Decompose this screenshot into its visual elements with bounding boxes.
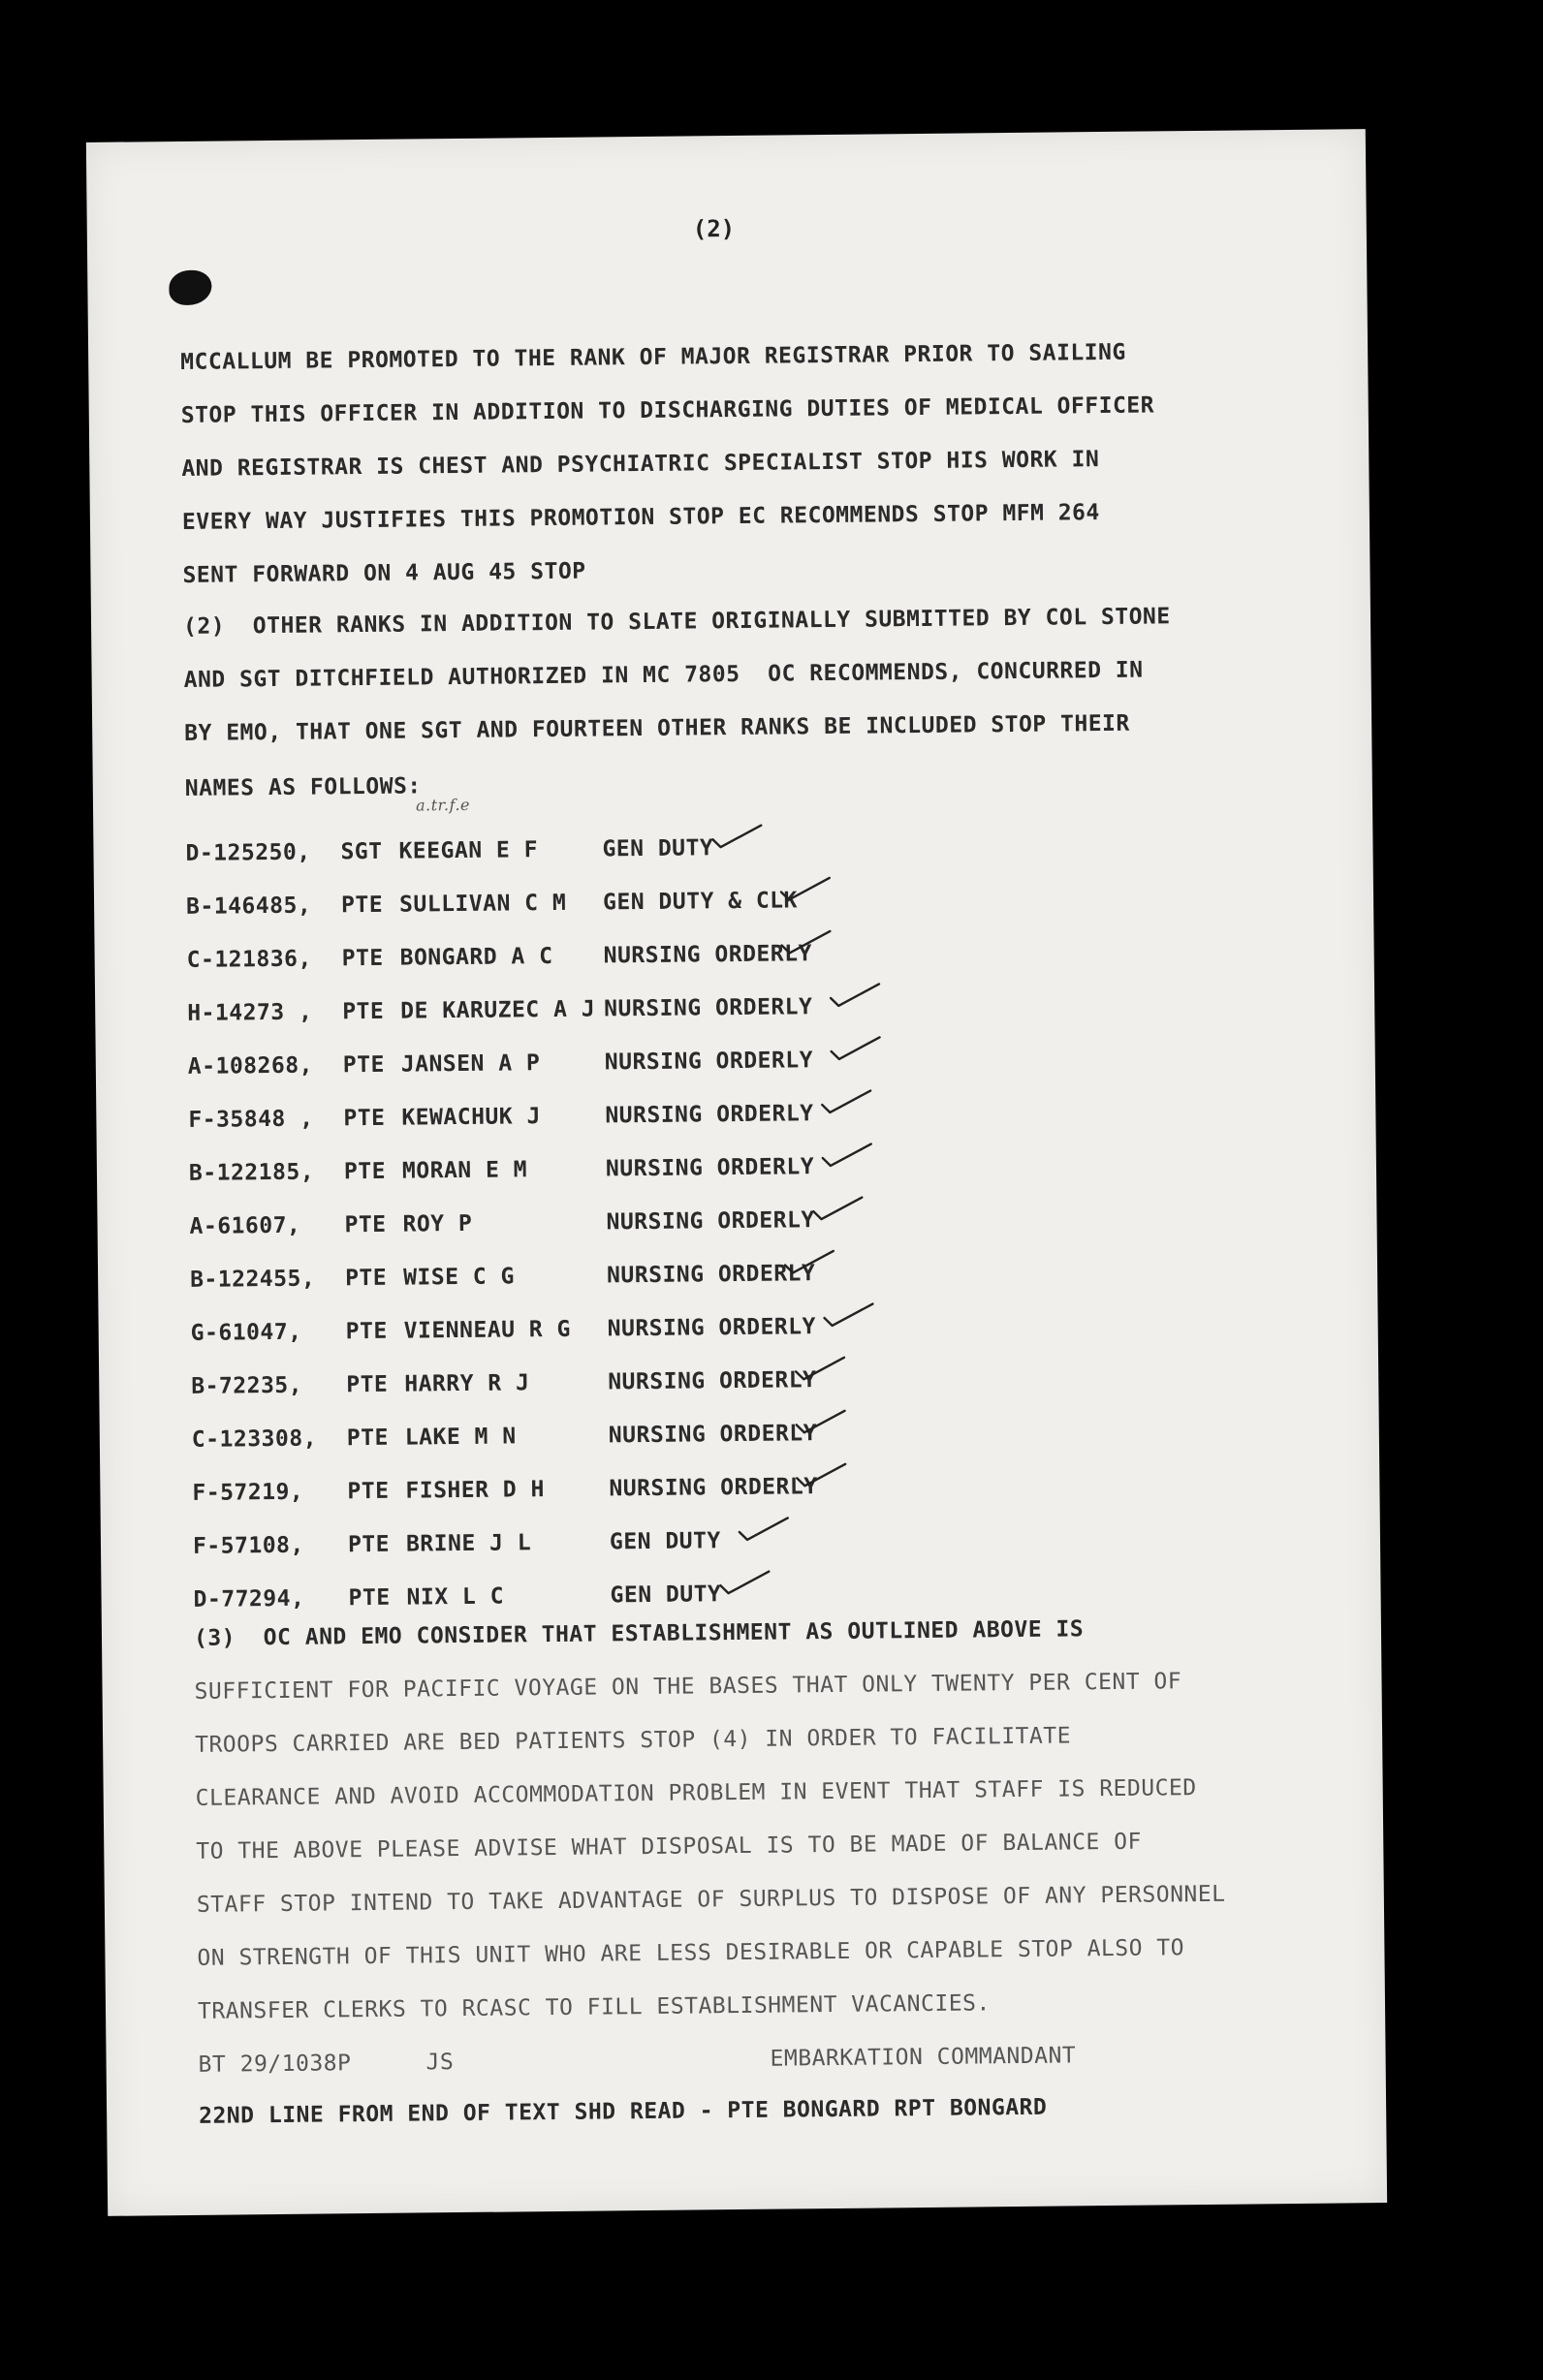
rank: PTE bbox=[347, 1531, 391, 1558]
rank: PTE bbox=[343, 1158, 387, 1185]
document-page bbox=[86, 129, 1387, 2216]
rank: PTE bbox=[345, 1318, 388, 1345]
service-number: D-125250, bbox=[185, 839, 311, 866]
service-number: G-61047, bbox=[190, 1319, 302, 1346]
paragraph-3-line: STAFF STOP INTEND TO TAKE ADVANTAGE OF SURPLUS TO DISPOSE OF ANY PERSONNEL bbox=[196, 1881, 1226, 1918]
roster-row bbox=[187, 994, 812, 1026]
service-number: B-146485, bbox=[185, 892, 312, 920]
intro-line: AND REGISTRAR IS CHEST AND PSYCHIATRIC SPECIALIST STOP HIS WORK IN bbox=[181, 447, 1100, 482]
roster-row bbox=[192, 1421, 817, 1453]
checkmark-icon bbox=[827, 980, 883, 1010]
checkmark-icon bbox=[818, 1087, 874, 1117]
duty: NURSING ORDERLY bbox=[603, 941, 812, 969]
duty: NURSING ORDERLY bbox=[604, 994, 813, 1022]
intro-line: STOP THIS OFFICER IN ADDITION TO DISCHARGING DUTIES OF MEDICAL OFFICER bbox=[180, 392, 1155, 428]
paragraph-3-line: TO THE ABOVE PLEASE ADVISE WHAT DISPOSAL IS TO BE MADE OF BALANCE OF bbox=[196, 1829, 1143, 1864]
rank: PTE bbox=[344, 1211, 387, 1238]
rank: PTE bbox=[346, 1425, 390, 1452]
duty: NURSING ORDERLY bbox=[605, 1154, 815, 1182]
service-number: A-61607, bbox=[189, 1212, 301, 1239]
duty: NURSING ORDERLY bbox=[606, 1207, 815, 1236]
checkmark-icon bbox=[793, 1407, 849, 1437]
soldier-name: JANSEN A P bbox=[400, 1050, 541, 1078]
soldier-name: WISE C G bbox=[402, 1264, 516, 1291]
duty: NURSING ORDERLY bbox=[607, 1314, 817, 1342]
soldier-name: SULLIVAN C M bbox=[398, 890, 567, 918]
duty: GEN DUTY bbox=[609, 1528, 721, 1555]
soldier-name: FISHER D H bbox=[405, 1477, 546, 1504]
service-number: F-57108, bbox=[192, 1532, 304, 1559]
rank: PTE bbox=[341, 945, 384, 972]
paragraph-3-line: TROOPS CARRIED ARE BED PATIENTS STOP (4) IN ORDER TO FACILITATE bbox=[195, 1723, 1072, 1758]
duty: GEN DUTY & CLK bbox=[602, 888, 799, 916]
checkmark-icon bbox=[792, 1354, 848, 1384]
page-number: (2) bbox=[692, 214, 736, 243]
rank: SGT bbox=[340, 838, 383, 865]
rank: PTE bbox=[348, 1584, 391, 1612]
service-number: C-123308, bbox=[191, 1425, 318, 1453]
checkmark-icon bbox=[716, 1568, 772, 1598]
rank: PTE bbox=[342, 998, 385, 1025]
paragraph-3-line: CLEARANCE AND AVOID ACCOMMODATION PROBLEM IN EVENT THAT STAFF IS REDUCED bbox=[195, 1775, 1197, 1811]
soldier-name: NIX L C bbox=[406, 1583, 505, 1611]
soldier-name: MORAN E M bbox=[401, 1157, 528, 1184]
checkmark-icon bbox=[828, 1033, 884, 1063]
soldier-name: LAKE M N bbox=[404, 1424, 517, 1451]
operator-initials: JS bbox=[425, 2050, 455, 2076]
correction-note: 22ND LINE FROM END OF TEXT SHD READ - PTE BONGARD RPT BONGARD bbox=[199, 2094, 1048, 2129]
rank: PTE bbox=[346, 1371, 389, 1398]
rank: PTE bbox=[343, 1105, 386, 1132]
paragraph-3-line: SUFFICIENT FOR PACIFIC VOYAGE ON THE BASES THAT ONLY TWENTY PER CENT OF bbox=[194, 1669, 1182, 1705]
soldier-name: BRINE J L bbox=[405, 1530, 532, 1557]
roster-row bbox=[193, 1581, 721, 1613]
roster-row bbox=[186, 888, 798, 920]
paragraph-3-line: TRANSFER CLERKS TO RCASC TO FILL ESTABLISHMENT VACANCIES. bbox=[197, 1990, 991, 2024]
paragraph-2-line: NAMES AS FOLLOWS: bbox=[184, 773, 422, 801]
checkmark-icon bbox=[777, 874, 834, 904]
rank: PTE bbox=[340, 892, 384, 919]
checkmark-icon bbox=[709, 822, 765, 852]
duty: GEN DUTY bbox=[610, 1581, 722, 1609]
soldier-name: ROY P bbox=[402, 1210, 473, 1237]
service-number: F-57219, bbox=[192, 1479, 304, 1506]
intro-line: MCCALLUM BE PROMOTED TO THE RANK OF MAJOR REGISTRAR PRIOR TO SAILING bbox=[180, 339, 1126, 375]
checkmark-icon bbox=[809, 1194, 866, 1224]
soldier-name: DE KARUZEC A J bbox=[400, 996, 596, 1024]
soldier-name: VIENNEAU R G bbox=[403, 1316, 571, 1344]
service-number: B-72235, bbox=[191, 1372, 303, 1399]
duty: NURSING ORDERLY bbox=[608, 1367, 817, 1395]
service-number: A-108268, bbox=[187, 1052, 314, 1080]
roster-row bbox=[187, 941, 812, 973]
paragraph-2-line: (2) OTHER RANKS IN ADDITION TO SLATE ORIGINALLY SUBMITTED BY COL STONE bbox=[182, 604, 1171, 640]
checkmark-icon bbox=[819, 1141, 875, 1171]
sender-title: EMBARKATION COMMANDANT bbox=[770, 2043, 1077, 2072]
roster-row bbox=[189, 1207, 814, 1239]
roster-row bbox=[188, 1101, 813, 1133]
paragraph-3-line: (3) OC AND EMO CONSIDER THAT ESTABLISHMENT AS OUTLINED ABOVE IS bbox=[193, 1616, 1085, 1651]
checkmark-icon bbox=[736, 1514, 792, 1544]
service-number: B-122455, bbox=[189, 1266, 316, 1293]
roster-row bbox=[192, 1474, 817, 1506]
roster-row bbox=[191, 1314, 816, 1346]
rank: PTE bbox=[344, 1265, 388, 1292]
roster-row bbox=[188, 1048, 813, 1080]
checkmark-icon bbox=[781, 1247, 837, 1277]
rank: PTE bbox=[347, 1478, 390, 1505]
paragraph-2-line: AND SGT DITCHFIELD AUTHORIZED IN MC 7805 OC RECOMMENDS, CONCURRED IN bbox=[183, 657, 1144, 693]
roster-row bbox=[191, 1367, 816, 1399]
rank: PTE bbox=[342, 1051, 385, 1079]
soldier-name: BONGARD A C bbox=[399, 943, 553, 971]
service-number: B-122185, bbox=[188, 1159, 315, 1186]
duty: NURSING ORDERLY bbox=[608, 1421, 818, 1449]
soldier-name: HARRY R J bbox=[404, 1370, 530, 1397]
checkmark-icon bbox=[777, 927, 834, 957]
duty: NURSING ORDERLY bbox=[609, 1474, 818, 1502]
roster-row bbox=[190, 1261, 815, 1293]
checkmark-icon bbox=[793, 1460, 849, 1490]
soldier-name: KEEGAN E F bbox=[398, 837, 539, 864]
soldier-name: KEWACHUK J bbox=[401, 1104, 542, 1131]
duty: NURSING ORDERLY bbox=[605, 1101, 814, 1129]
message-reference: BT 29/1038P bbox=[198, 2051, 352, 2078]
service-number: D-77294, bbox=[193, 1585, 305, 1613]
roster-row bbox=[189, 1154, 814, 1186]
duty: NURSING ORDERLY bbox=[606, 1261, 816, 1289]
service-number: H-14273 , bbox=[187, 999, 313, 1026]
ink-smudge bbox=[169, 270, 211, 305]
paragraph-2-line: BY EMO, THAT ONE SGT AND FOURTEEN OTHER RANKS BE INCLUDED STOP THEIR bbox=[184, 710, 1130, 746]
service-number: F-35848 , bbox=[188, 1106, 314, 1133]
paragraph-3-line: ON STRENGTH OF THIS UNIT WHO ARE LESS DESIRABLE OR CAPABLE STOP ALSO TO bbox=[197, 1935, 1185, 1971]
roster-row bbox=[185, 835, 713, 866]
intro-line: SENT FORWARD ON 4 AUG 45 STOP bbox=[182, 558, 586, 588]
duty: NURSING ORDERLY bbox=[604, 1048, 814, 1076]
service-number: C-121836, bbox=[186, 946, 312, 973]
duty: GEN DUTY bbox=[602, 835, 714, 862]
document-body bbox=[179, 208, 1362, 2129]
handwritten-annotation: a.tr.f.e bbox=[415, 795, 471, 815]
checkmark-icon bbox=[820, 1300, 876, 1330]
intro-line: EVERY WAY JUSTIFIES THIS PROMOTION STOP EC RECOMMENDS STOP MFM 264 bbox=[181, 500, 1100, 535]
roster-row bbox=[193, 1528, 721, 1559]
